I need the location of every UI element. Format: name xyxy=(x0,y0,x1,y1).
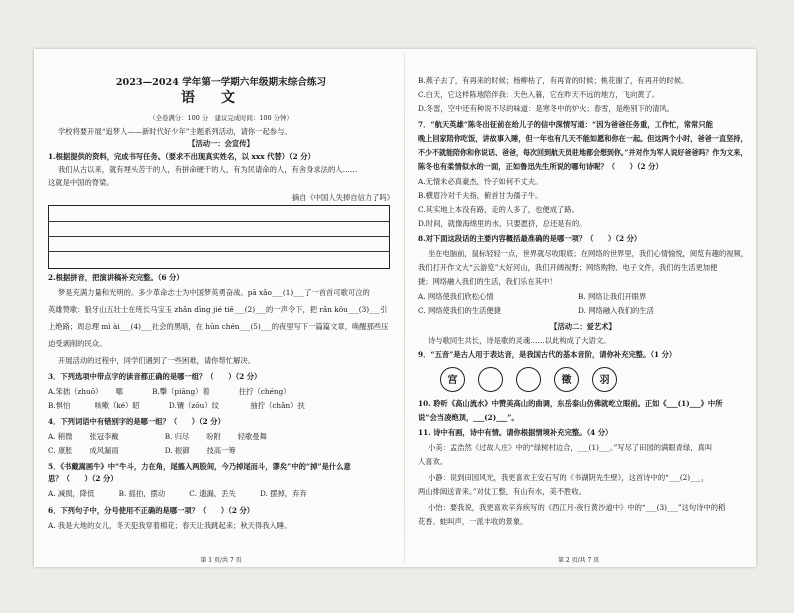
activity-two-intro: 诗与歌同生共长，诗是歌的灵魂……以此构成了大语文。 xyxy=(428,336,611,345)
q6-option-c: C.白天，它这样陈地陪伴我：天色入暮，它在昨天不远的地方，飞向黄了。 xyxy=(418,90,660,99)
q6-option-d: D.冬雷，空中还有种说不尽的味道：是寒冬中的炉火；春雪，是绝别下的清风。 xyxy=(418,104,675,113)
q2-paragraph-line-2: 英雄赞歌：狼牙山五壮士在班长马宝玉 zhǎn dīng jié tiě___(2)___的一声令下，把 rǎn kǒu___(3)___引 xyxy=(48,305,388,314)
right-page xyxy=(418,49,748,567)
q5-options: A. 减损，降低 B. 摇拍，摆动 C. 遗漏，丢失 D. 摆掉，弃弃 xyxy=(48,489,307,498)
q2-paragraph-line-1: 梦是充满力量和光明的。多少革命志士为中国梦英勇奋战。pā xǎo___(1)___了一首首可歌可泣的 xyxy=(58,288,370,297)
writing-box[interactable] xyxy=(48,205,390,269)
q8-option-a: A. 网络使我们欣松心情 xyxy=(418,292,494,301)
question-7-line-4: 陈冬也有柔情似水的一面，正如鲁迅先生所说的哪句诗呢？（ ）（2 分） xyxy=(418,162,663,171)
q2-paragraph-line-3: 上绝路；周总理 mì ài___(4)___社会的黑暗，在 hūn chén___(5)___的夜里写下一篇篇文章，唤醒那些压 xyxy=(48,322,389,331)
question-6: 6．下列句子中，分号使用不正确的是哪一项？（ ）（2 分） xyxy=(48,506,255,515)
q8-option-b: B. 网络让我们开眼界 xyxy=(578,292,647,301)
subject-title: 语文 xyxy=(181,90,261,106)
activity-two-heading: 【活动二：爱艺术】 xyxy=(550,322,616,331)
question-11: 11. 诗中有画，诗中有情。请你根据情境补充完整。（4 分） xyxy=(418,428,613,437)
note-circle-gong: 宫 xyxy=(440,367,465,392)
intro-text: 学校将要开展“追梦人——新时代好少年”主题系列活动，请你一起参与。 xyxy=(58,127,292,136)
left-page xyxy=(48,49,394,567)
q1-source: 摘自《中国人失掉自信力了吗》 xyxy=(291,193,394,202)
q7-option-d: D.时间，就像海绵里的水，只要愿挤，总还是有的。 xyxy=(418,219,587,228)
question-5-line-2: 思？（ ）（2 分） xyxy=(48,474,118,483)
question-8: 8.对下面这段话的主要内容概括最准确的是哪一项？（ ）（2 分） xyxy=(418,234,642,243)
writing-line xyxy=(49,236,389,237)
activity-one-heading: 【活动一：会宣传】 xyxy=(188,139,254,148)
question-10-line-2: 说“会当凌绝顶，___(2)___”。 xyxy=(418,413,519,422)
q1-material-line-1: 我们从古以来，就有埋头苦干的人，有拼命硬干的人，有为民请命的人，有舍身求法的人…… xyxy=(58,165,358,174)
q3-options-row-1: A.笨拙（zhuō） 哪 B.擊（piāng）着 拄拧（chéng） xyxy=(48,387,291,396)
question-5-line-1: 5．《书戴嵩画牛》中“牛斗，力在角，尾搐入两股间，今乃掉尾而斗，谬矣”中的“掉”是什么意 xyxy=(48,462,351,471)
note-circle-blank-2[interactable] xyxy=(516,367,541,392)
q11-dialogue-line-5: 小怡：要我说，我更喜欢辛弃疾写的《西江月·夜行黄沙道中》中的“___(3)___”这句诗中的稻 xyxy=(428,503,726,512)
writing-line xyxy=(49,221,389,222)
q8-option-c: C. 网络使我们的生活便捷 xyxy=(418,306,501,315)
q11-dialogue-line-2: 人喜欢。 xyxy=(418,457,448,466)
exam-info: （全卷满分：100 分 建议完成时间：100 分钟） xyxy=(149,114,293,122)
q2-transition: 开展活动的过程中，同学们遇到了一些困难，请你帮忙解决。 xyxy=(58,356,256,365)
q2-paragraph-line-4: 迫受剥削的民众。 xyxy=(48,339,107,348)
q11-dialogue-line-4: 两山排闼送青来。”对仗工整，有山有水，美不胜收。 xyxy=(418,487,586,496)
question-7-line-3: 不少不就能陪你和你说话、爸爸，每次回到航天员驻地都会想到你。”并对作为军人说好爸爸吗？作为文来， xyxy=(418,148,748,157)
question-3: 3．下列选项中带点字的读音都正确的是哪一组？（ ）（2 分） xyxy=(48,372,262,381)
q7-option-c: C.其实地上本没有路，走的人多了，也便成了路。 xyxy=(418,205,579,214)
q4-options-row-1: A. 稍微 张冠李戴 B. 归尽 吩附 轻歌曼舞 xyxy=(48,432,267,441)
page-number-left: 第 1 页/共 7 页 xyxy=(200,557,242,564)
question-7-line-1: 7．“航天英雄”陈冬出征前在给儿子的信中深情写道：“因为爸爸任务重，工作忙，常常只能 xyxy=(418,120,713,129)
q7-option-a: A.无情未必真豪杰，怜子如何不丈夫。 xyxy=(418,177,543,186)
q11-dialogue-line-3: 小静：说到田园风光，我更喜欢王安石写的《书湖阴先生壁》，这首诗中的“___(2)___， xyxy=(428,473,709,482)
note-circle-yu: 羽 xyxy=(592,367,617,392)
question-10-line-1: 10. 聆听《高山流水》中赞美高山的曲调，东岳泰山仿佛就屹立眼前。正如《___(1)___》中所 xyxy=(418,399,723,408)
q8-paragraph-line-3: 捷；网络融入我们的生活，我们乐在其中！ xyxy=(418,277,557,286)
page-fold-line xyxy=(404,53,405,563)
q8-paragraph-line-1: 坐在电脑前，鼠标轻轻一点，世界就尽收眼底；在网络的世界里，我们心情愉悦，阅览有趣的视频， xyxy=(428,249,748,258)
q6-option-a: A. 我是大地的女儿，冬天犯我穿着棉花；春天让我跳起来；秋天得我入睡。 xyxy=(48,521,292,530)
q7-option-b: B.横眉冷对千夫指，俯首甘为孺子牛。 xyxy=(418,191,543,200)
q4-options-row-2: C. 康胀 成风漏雨 D. 振御 技高一筹 xyxy=(48,446,236,455)
q11-dialogue-line-6: 花香、蛙叫声，一派丰收的景象。 xyxy=(418,517,528,526)
q8-option-d: D. 网络融入我们的生活 xyxy=(578,306,654,315)
note-circle-blank-1[interactable] xyxy=(478,367,503,392)
question-9: 9．“五音”是古人用于表达音，是我国古代的基本音阶，请你补充完整。（1 分） xyxy=(418,350,677,359)
q1-material-line-2: 这就是中国的脊梁。 xyxy=(48,178,114,187)
note-circle-zhi: 徵 xyxy=(554,367,579,392)
question-4: 4．下列词语中有错别字的是哪一组？（ ）（2 分） xyxy=(48,417,225,426)
q8-paragraph-line-2: 我们打开作文大“云游览”大好河山，我们开阔视野；网络购物、电子文件，我们的生活更加便 xyxy=(418,263,718,272)
exam-sheet xyxy=(34,49,756,567)
exam-title: 2023—2024 学年第一学期六年级期末综合练习 xyxy=(115,77,327,88)
q3-options-row-2: B.惧怕 咳嗽（ké）昭 D.镶（zōu）纹 抽拧（chǎn）扶 xyxy=(48,401,305,410)
question-2: 2.根据拼音，把演讲稿补充完整。（6 分） xyxy=(48,273,184,282)
question-1: 1.根据提供的资料，完成书写任务。（要求不出现真实姓名，以 xxx 代替）（2 分） xyxy=(48,152,315,161)
q11-dialogue-line-1: 小美：孟浩然《过故人庄》中的“绿树村边合，___(1)___。”写尽了田园的满眼青绿，真叫 xyxy=(428,443,713,452)
page-number-right: 第 2 页/共 7 页 xyxy=(558,557,600,564)
writing-line xyxy=(49,251,389,252)
q6-option-b: B.燕子去了，有再来的时候；杨柳枯了，有再青的时候；桃花谢了，有再开的时候。 xyxy=(418,76,689,85)
question-7-line-2: 晚上回家陪你吃饭，讲故事入睡，但一年也有几天不能如愿和你在一起。但这两个小时，爸爸一直坚持， xyxy=(418,134,748,143)
